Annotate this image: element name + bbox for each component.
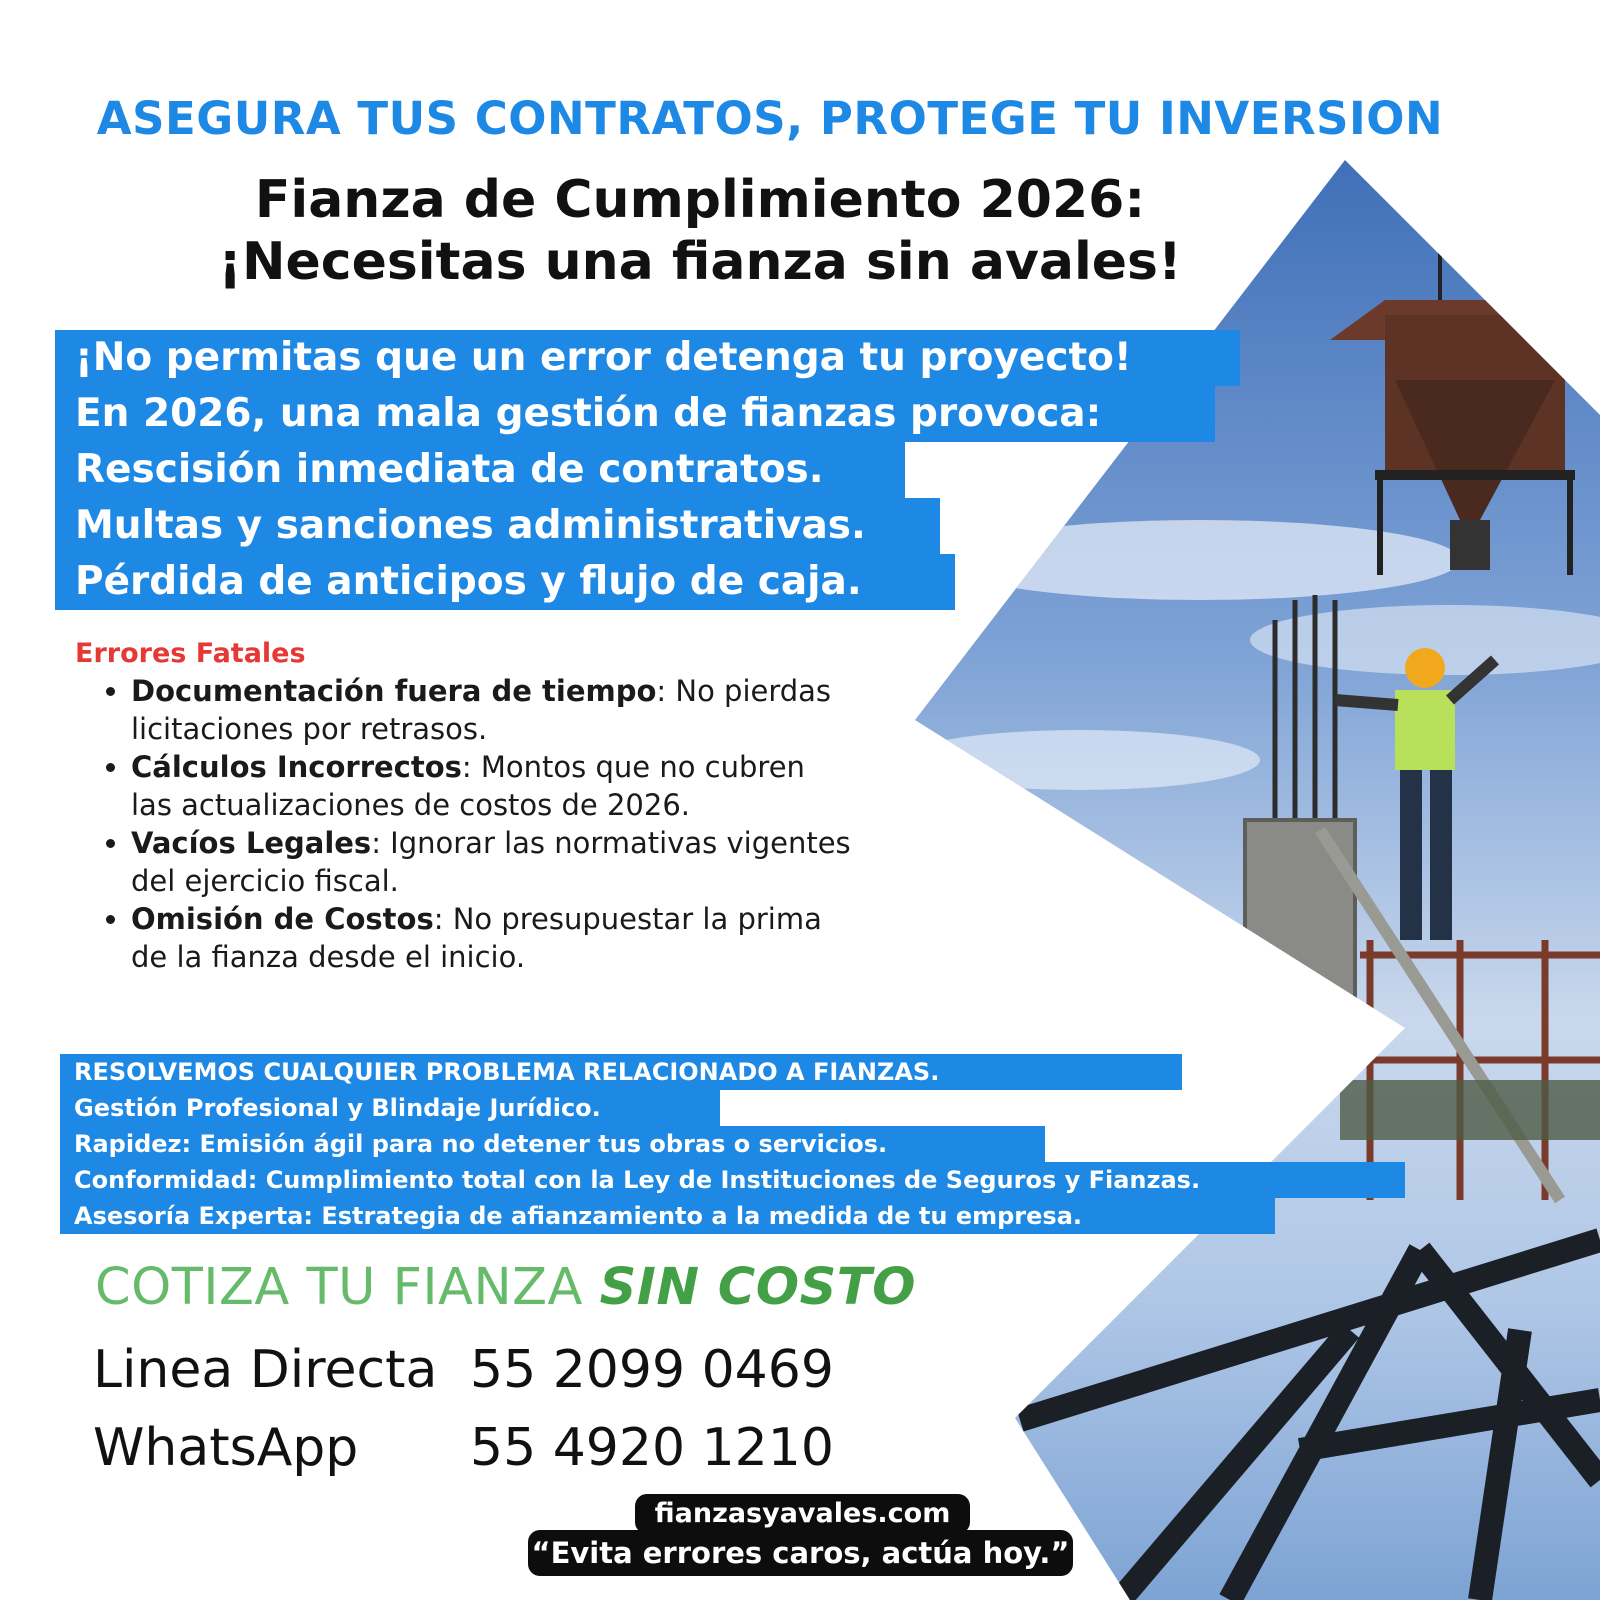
page-subtitle: ¡Necesitas una fianza sin avales! — [218, 232, 1182, 292]
website-link[interactable]: fianzasyavales.com — [635, 1494, 970, 1534]
errors-list — [95, 672, 851, 976]
slogan-badge: “Evita errores caros, actúa hoy.” — [528, 1530, 1073, 1576]
list-item — [131, 900, 851, 976]
warning-line: Multas y sanciones administrativas. — [55, 498, 940, 554]
warning-line: En 2026, una mala gestión de fianzas provoca: — [55, 386, 1215, 442]
error-text: : Ignorar las normativas vigentes del ejercicio fiscal. — [131, 826, 851, 898]
cta-emphasis: SIN COSTO — [599, 1258, 916, 1317]
list-item — [131, 824, 851, 900]
services-line: Conformidad: Cumplimiento total con la Ley de Instituciones de Seguros y Fianzas. — [60, 1162, 1405, 1198]
phone-number[interactable]: 55 2099 0469 — [470, 1340, 834, 1400]
error-term: Cálculos Incorrectos — [131, 750, 462, 784]
error-term: Documentación fuera de tiempo — [131, 674, 657, 708]
warning-line: Rescisión inmediata de contratos. — [55, 442, 905, 498]
warning-line: ¡No permitas que un error detenga tu proyecto! — [55, 330, 1240, 386]
contact-label: WhatsApp — [93, 1418, 359, 1478]
errors-heading: Errores Fatales — [75, 638, 306, 669]
services-line: Gestión Profesional y Blindaje Jurídico. — [60, 1090, 720, 1126]
contact-label: Linea Directa — [93, 1340, 438, 1400]
page-title: Fianza de Cumplimiento 2026: — [254, 170, 1146, 230]
cta-prefix: COTIZA TU FIANZA — [95, 1258, 600, 1317]
services-line: Asesoría Experta: Estrategia de afianzamiento a la medida de tu empresa. — [60, 1198, 1275, 1234]
list-item — [131, 748, 851, 824]
tagline: ASEGURA TUS CONTRATOS, PROTEGE TU INVERSION — [96, 92, 1444, 145]
list-item — [131, 672, 851, 748]
error-text: : No pierdas licitaciones por retrasos. — [131, 674, 832, 746]
error-text: : Montos que no cubren las actualizaciones de costos de 2026. — [131, 750, 805, 822]
warning-line: Pérdida de anticipos y flujo de caja. — [55, 554, 955, 610]
whatsapp-number[interactable]: 55 4920 1210 — [470, 1418, 834, 1478]
services-line: RESOLVEMOS CUALQUIER PROBLEMA RELACIONADO A FIANZAS. — [60, 1054, 1182, 1090]
cta-heading — [95, 1258, 916, 1317]
error-term: Vacíos Legales — [131, 826, 372, 860]
error-text: : No presupuestar la prima de la fianza desde el inicio. — [131, 902, 822, 974]
services-line: Rapidez: Emisión ágil para no detener tus obras o servicios. — [60, 1126, 1045, 1162]
error-term: Omisión de Costos — [131, 902, 434, 936]
